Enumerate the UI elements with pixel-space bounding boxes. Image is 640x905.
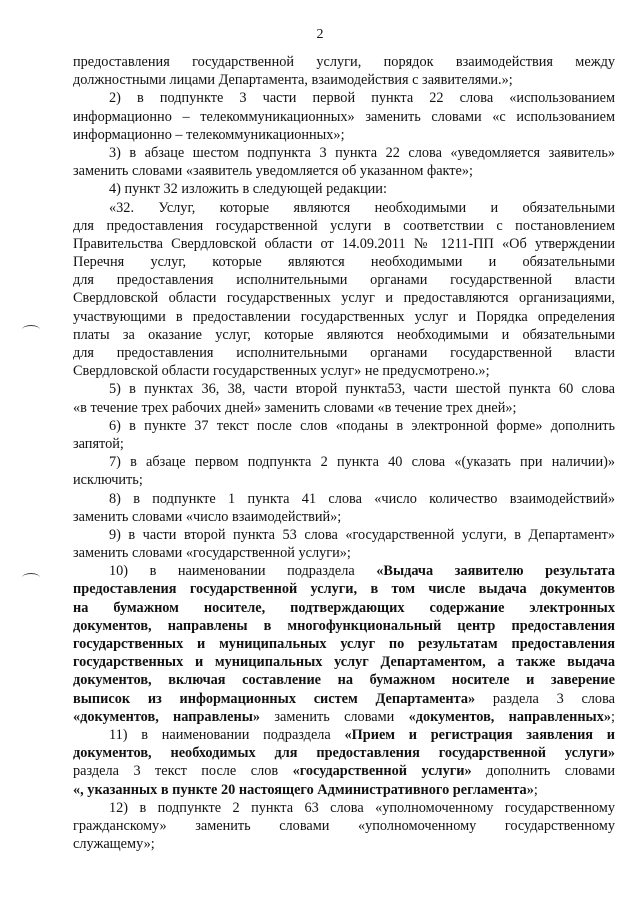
text-line <box>73 508 615 526</box>
text-run: для предоставления исполнительными органами государственной власти <box>73 272 615 289</box>
text-run: заменить словами «число взаимодействий»; <box>73 508 342 525</box>
text-run: участвующими в предоставлении государственных услуг и Порядка определения <box>73 308 615 325</box>
text-line <box>73 617 615 635</box>
text-line <box>73 562 615 580</box>
text-line <box>73 744 615 762</box>
text-run: 4) пункт 32 изложить в следующей редакции: <box>109 181 387 198</box>
text-line <box>73 217 615 235</box>
bold-text: предоставления государственной услуги, в том числе выдача документов <box>73 581 615 598</box>
text-line <box>73 199 615 217</box>
text-line <box>73 708 615 726</box>
text-run: гражданскому» заменить словами «уполномоченному государственному <box>73 817 615 834</box>
text-line <box>73 89 615 107</box>
text-run: 8) в подпункте 1 пункта 41 слова «число количество взаимодействий» <box>109 490 615 507</box>
bold-text: выписок из информационных систем Департамента» <box>73 690 476 707</box>
text-run: Правительства Свердловской области от 14.09.2011 № 1211-ПП «Об утверждении <box>73 235 615 252</box>
text-line <box>73 126 615 144</box>
text-line <box>73 471 615 489</box>
text-run: запятой; <box>73 435 124 452</box>
text-run: 11) в наименовании подраздела <box>109 726 345 743</box>
bold-text: «Выдача заявителю результата <box>376 563 616 580</box>
text-line <box>73 53 615 71</box>
text-line <box>73 235 615 253</box>
text-run: для предоставления исполнительными органами государственной власти <box>73 345 615 361</box>
text-run: заменить словами «государственной услуги»; <box>73 545 351 562</box>
text-run: должностными лицами Департамента, взаимодействия с заявителями.»; <box>73 72 513 89</box>
bold-text: государственных и муниципальных услуг по результатам предоставления <box>73 636 615 652</box>
text-run: 5) в пунктах 36, 38, части второй пункта53, части шестой пункта 60 слова <box>109 381 615 398</box>
text-line <box>73 762 615 780</box>
text-run: ; <box>611 708 615 725</box>
bold-text: «документов, направлены» <box>73 708 261 725</box>
document-body <box>73 53 615 853</box>
bold-text: государственных и муниципальных услуг Департаментом, а также выдача <box>73 654 615 671</box>
bold-text: документов, необходимых для предоставления государственной услуги» <box>73 745 615 762</box>
text-line <box>73 726 615 744</box>
text-run: Перечня услуг, которые являются необходимыми и обязательными <box>73 254 615 271</box>
bold-text: «Прием и регистрация заявления и <box>344 726 616 743</box>
bold-text: документов, направлены в многофункциональный центр предоставления <box>73 617 615 634</box>
text-line <box>73 271 615 289</box>
text-line <box>73 253 615 271</box>
text-run: предоставления государственной услуги, порядок взаимодействия между <box>73 54 615 70</box>
text-line <box>73 289 615 307</box>
text-run: 7) в абзаце первом подпункта 2 пункта 40 слова «(указать при наличии)» <box>109 454 615 471</box>
text-line <box>73 490 615 508</box>
text-run: ; <box>533 781 538 798</box>
text-run: 3) в абзаце шестом подпункта 3 пункта 22 слова «уведомляется заявитель» <box>109 144 615 161</box>
text-run: 2) в подпункте 3 части первой пункта 22 слова «использованием <box>109 90 615 107</box>
text-run: для предоставления государственной услуги в соответствии с постановлением <box>73 217 615 234</box>
text-run: служащему»; <box>73 836 155 853</box>
text-run: дополнить словами <box>471 763 616 780</box>
bold-text: «документов, направленных» <box>408 708 612 725</box>
text-run: 6) в пункте 37 текст после слов «поданы в электронной форме» дополнить <box>109 417 615 434</box>
text-line <box>73 817 615 835</box>
text-run: информационно – телекоммуникационных»; <box>73 126 345 143</box>
text-run: исключить; <box>73 472 143 489</box>
text-line <box>73 399 615 417</box>
text-line <box>73 435 615 453</box>
text-run: раздела 3 текст после слов <box>73 763 293 780</box>
text-line <box>73 781 615 799</box>
text-line <box>73 799 615 817</box>
text-line <box>73 690 615 708</box>
text-line <box>73 671 615 689</box>
text-line <box>73 599 615 617</box>
text-run: 9) в части второй пункта 53 слова «государственной услуги, в Департамент» <box>109 526 615 543</box>
text-line <box>73 162 615 180</box>
text-line <box>73 344 615 362</box>
text-line <box>73 417 615 435</box>
text-line <box>73 526 615 544</box>
bold-text: «, указанных в пункте 20 настоящего Административного регламента» <box>73 781 534 798</box>
text-line <box>73 71 615 89</box>
text-run: 12) в подпункте 2 пункта 63 слова «уполномоченному государственному <box>109 799 615 816</box>
text-line <box>73 180 615 198</box>
text-line <box>73 144 615 162</box>
text-line <box>73 453 615 471</box>
text-run: раздела 3 слова <box>475 690 615 707</box>
text-line <box>73 108 615 126</box>
text-line <box>73 544 615 562</box>
text-line <box>73 380 615 398</box>
text-run: Свердловской области государственных услуг и предоставляются организациями, <box>73 290 615 307</box>
text-run: заменить словами «заявитель уведомляется об указанном факте»; <box>73 163 474 180</box>
text-line <box>73 580 615 598</box>
text-line <box>73 653 615 671</box>
margin-mark <box>22 325 40 334</box>
text-run: информационно – телекоммуникационных» заменить словами «с использованием <box>73 108 615 125</box>
text-run: «32. Услуг, которые являются необходимыми и обязательными <box>109 199 615 216</box>
text-run: 10) в наименовании подраздела <box>109 563 377 580</box>
text-run: платы за оказание услуг, которые являются необходимыми и обязательными <box>73 326 615 343</box>
text-line <box>73 308 615 326</box>
text-line <box>73 326 615 344</box>
margin-mark <box>22 573 40 582</box>
bold-text: документов, включая составление на бумажном носителе и заверение <box>73 672 615 689</box>
text-run: заменить словами <box>260 708 409 725</box>
bold-text: на бумажном носителе, подтверждающих содержание электронных <box>73 599 615 616</box>
page-number: 2 <box>316 27 324 42</box>
text-line <box>73 362 615 380</box>
text-line <box>73 635 615 653</box>
text-run: Свердловской области государственных услуг» не предусмотрено.»; <box>73 363 490 380</box>
bold-text: «государственной услуги» <box>292 763 472 780</box>
text-line <box>73 835 615 853</box>
text-run: «в течение трех рабочих дней» заменить словами «в течение трех дней»; <box>73 399 517 416</box>
